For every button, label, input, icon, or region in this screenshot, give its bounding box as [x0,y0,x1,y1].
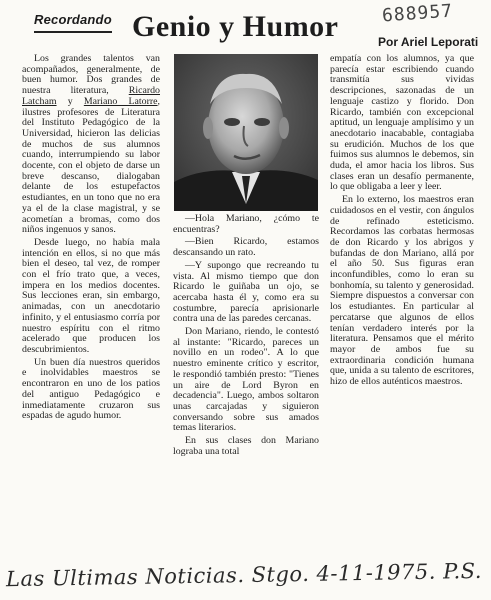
paragraph: Don Mariano, riendo, le contestó al instante: "Ricardo, pareces un novillo en un rodeo". A lo que nuestro eminente crítico y escritor, le respondió también presto: "Tienes un aire de Lord Byron en decadencia". Luego, ambos soltaron unas carcajadas y siguieron conversando sobre sus amados temas literarios. [173,326,319,434]
underlined-name: Mariano Latorre [83,95,158,107]
article-column-3 [330,54,474,388]
paragraph: —Y supongo que recreando tu vista. Al mismo tiempo que don Ricardo le guiñaba un ojo, se acercaba hasta él y, como era su costumbre, parecía aprisionarle contra una de las paredes cercanas. [173,259,319,325]
kicker-underline [34,31,112,33]
paragraph: Un buen día nuestros queridos e inolvidables maestros se encontraron en uno de los patios del antiguo Pedagógico e inmediatamente cruzaron sus espadas de agudo humor. [22,356,160,422]
paragraph: En sus clases don Mariano lograba una total [173,435,319,457]
portrait-illustration [174,54,318,211]
headline: Genio y Humor [132,10,339,43]
section-kicker: Recordando [34,12,112,27]
handwritten-source-note: Las Ultimas Noticias. Stgo. 4-11-1975. P.S. [5,558,483,592]
article-column-2 [173,214,319,457]
paragraph: Los grandes talentos van acompañados, generalmente, de buen humor. Dos grandes de nuestra literatura, Ricardo Latcham y Mariano Latorre, ilustres profesores de Literatura del Instituto Pedagógico de la Universidad, hicieron las delicias de muchos de sus alumnos cuando, interrumpiendo su labor docente, con el objeto de darse un breve descanso, dialogaban delante de los estupefactos estudiantes, en un tono que no era ya el de la clase magistral, y se acometían a bromas, como dos niños ingenuos y sanos. [22,53,160,236]
paragraph: Desde luego, no había mala intención en ellos, si no que más bien el deseo, tal vez, de romper con el frío trato que, a veces, impera en los medios docentes. Sus lecciones eran, sin embargo, animadas, con un anecdotario infinito, y el entusiasmo corría por nuestro espíritu con el ritmo acelerado que producen los descubrimientos. [22,236,160,355]
archive-stamp: 688957 [381,0,454,27]
paragraph: —Hola Mariano, ¿cómo te encuentras? [173,213,319,235]
paragraph: empatía con los alumnos, ya que parecía estar escribiendo cuando transmitía sus vividas descripciones, sazonadas de un lenguaje castizo y florido. Don Ricardo, también con excepcional aptitud, un lenguaje amplísimo y un anecdotario inacabable, contagiaba su erudición. Muchos de los que fuimos sus alumnos le debemos, sin duda, el amor hacia los libros. Sus clases eran un desafío permanente, lo que obligaba a leer y leer. [330,53,474,193]
article-column-1 [22,54,160,422]
paragraph: —Bien Ricardo, estamos descansando un rato. [173,236,319,259]
underlined-name: Ricardo Latcham [22,85,160,107]
byline: Por Ariel Leporati [378,35,479,49]
portrait-photo [174,54,318,211]
paragraph: En lo externo, los maestros eran cuidadosos en el vestir, con ángulos de refinado esteticismo. Recordamos las corbatas hermosas de don Ricardo y los abrigos y bufandas de don Mariano, allá por el año 50. Sus figuras eran inconfundibles, como lo eran su bonhomía, su talento y generosidad. Siempre dispuestos a conversar con los estudiantes. En particular al percatarse que algunos de ellos tenían verdadero interés por la literatura. Pensamos que el mérito mayor de ambos fue su extraordinaria condición humana que, unida a su talento de escritores, hizo de ellos auténticos maestros. [330,194,474,388]
